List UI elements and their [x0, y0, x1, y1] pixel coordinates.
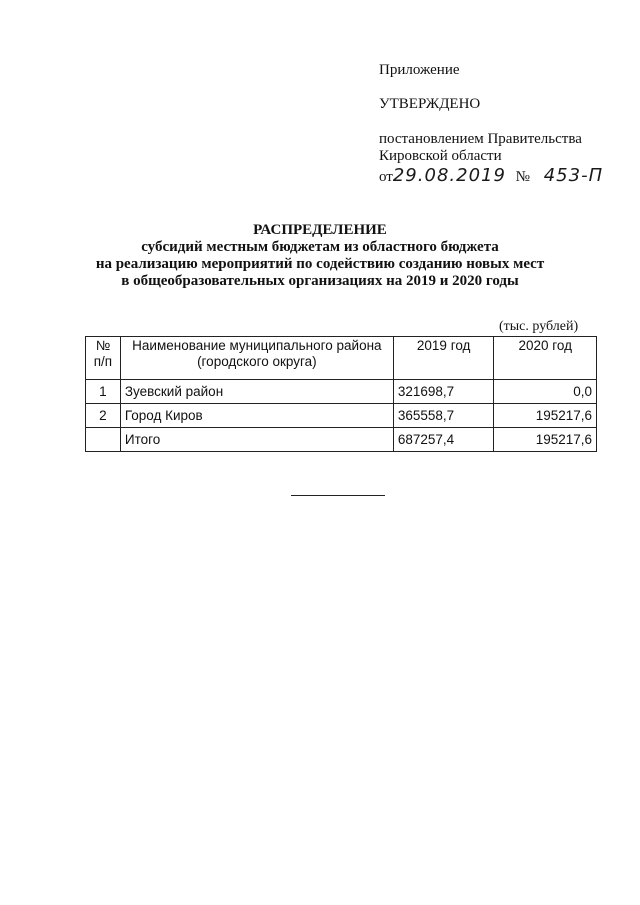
document-title	[0, 222, 640, 290]
header-2020: 2020 год	[494, 337, 597, 380]
row-num	[86, 428, 121, 452]
row-name: Зуевский район	[120, 380, 393, 404]
handwritten-number: 453-П	[543, 165, 604, 186]
row-name: Город Киров	[120, 404, 393, 428]
decree-line2: Кировской области	[379, 148, 502, 164]
title-main: РАСПРЕДЕЛЕНИЕ	[253, 222, 387, 238]
from-label: от	[379, 169, 393, 185]
handwritten-date: 29.08.2019	[392, 165, 506, 186]
row-num: 2	[86, 404, 121, 428]
decree-line1: постановлением Правительства	[379, 131, 582, 147]
row-2020: 195217,6	[494, 428, 597, 452]
row-2019: 321698,7	[393, 380, 494, 404]
table-total-row	[86, 428, 597, 452]
row-2020: 195217,6	[494, 404, 597, 428]
subsidy-table	[85, 336, 597, 452]
row-num: 1	[86, 380, 121, 404]
row-2019: 365558,7	[393, 404, 494, 428]
row-2020: 0,0	[494, 380, 597, 404]
header-num: № п/п	[86, 337, 121, 380]
table-row	[86, 380, 597, 404]
header-name: Наименование муниципального района (городского округа)	[120, 337, 393, 380]
appendix-label: Приложение	[379, 62, 460, 78]
header-2019: 2019 год	[393, 337, 494, 380]
table-header-row	[86, 337, 597, 380]
title-line3: в общеобразовательных организациях на 2019 и 2020 годы	[121, 273, 519, 289]
unit-label: (тыс. рублей)	[499, 319, 579, 334]
table-row	[86, 404, 597, 428]
closing-divider	[291, 495, 385, 496]
approved-label: УТВЕРЖДЕНО	[379, 96, 481, 112]
title-line1: субсидий местным бюджетам из областного бюджета	[141, 239, 499, 255]
number-label: №	[515, 169, 530, 185]
title-line2: на реализацию мероприятий по содействию созданию новых мест	[95, 256, 545, 272]
row-name: Итого	[120, 428, 393, 452]
decree-date-line	[379, 167, 603, 186]
row-2019: 687257,4	[393, 428, 494, 452]
